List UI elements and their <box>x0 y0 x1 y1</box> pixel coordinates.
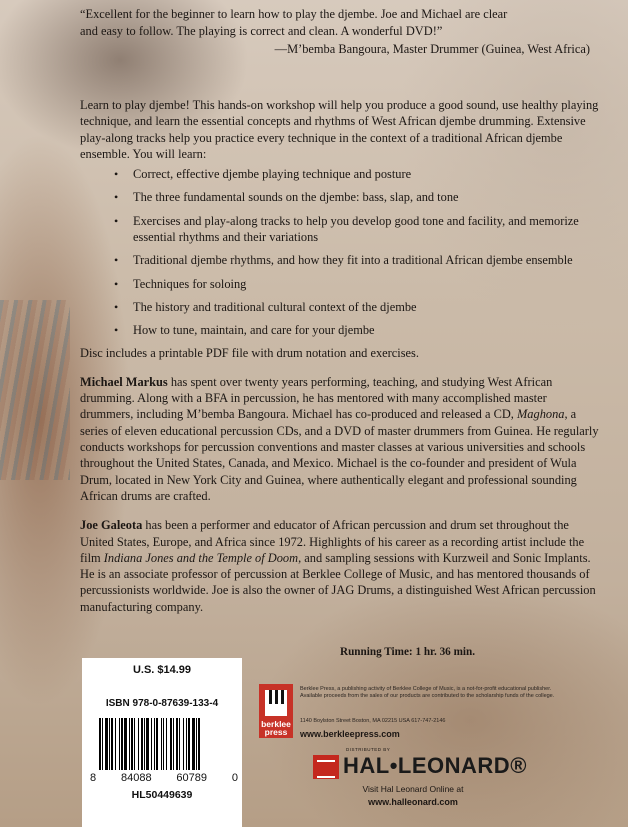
bullet-icon: • <box>114 299 119 314</box>
list-item: • Exercises and play-along tracks to help you develop good tone and facility, and memorize essential rhythms and their variations <box>114 213 579 245</box>
isbn: ISBN 978-0-87639-133-4 <box>105 698 219 709</box>
distributed-by: DISTRIBUTED BY <box>346 747 391 752</box>
bullet-icon: • <box>114 213 119 228</box>
quote-line-1: “Excellent for the beginner to learn how to play the djembe. Joe and Michael are clear <box>80 7 508 21</box>
berklee-address: 1140 Boylston Street Boston, MA 02215 USA 617-747-2146 <box>300 718 446 724</box>
back-cover-body <box>80 97 602 615</box>
barcode-panel <box>82 658 242 827</box>
berklee-press-logo: berklee press <box>259 684 293 738</box>
hal-leonard-name: HAL•LEONARD® <box>343 753 527 778</box>
bullet-icon: • <box>114 323 119 338</box>
cd-title: Maghona <box>516 407 565 422</box>
quote-attribution: —M’bemba Bangoura, Master Drummer (Guinea, West Africa) <box>274 42 590 56</box>
disc-note: Disc includes a printable PDF file with drum notation and exercises. <box>80 345 419 360</box>
visit-online-text: Visit Hal Leonard Online at <box>362 784 464 794</box>
endorsement-quote <box>80 6 590 58</box>
running-time: Running Time: 1 hr. 36 min. <box>340 646 476 658</box>
bullet-icon: • <box>114 167 119 182</box>
list-item: • The three fundamental sounds on the djembe: bass, slap, and tone <box>114 190 459 205</box>
bullet-icon: • <box>114 276 119 291</box>
author-name: Joe Galeota <box>80 518 143 533</box>
bullet-icon: • <box>114 190 119 205</box>
hal-leonard-logo-icon <box>313 755 339 779</box>
piano-keys-icon <box>259 684 293 718</box>
drum-background-texture <box>0 300 70 480</box>
list-item: • The history and traditional cultural context of the djembe <box>114 299 417 314</box>
berklee-website: www.berkleepress.com <box>300 729 400 739</box>
barcode-digits: 8 84088 60789 0 <box>90 772 238 784</box>
barcode-icon <box>99 718 227 772</box>
bullet-icon: • <box>114 253 119 268</box>
learn-list <box>80 166 602 338</box>
author-name: Michael Markus <box>80 374 168 389</box>
list-item: • Correct, effective djembe playing technique and posture <box>114 167 412 182</box>
list-item: • How to tune, maintain, and care for your djembe <box>114 323 375 338</box>
bio-michael-markus: Michael Markus has spent over twenty years performing, teaching, and studying West African drumming. Along with a BFA in percussion, he has mentored with many accomplished master drummers, including M’bemba Bangoura. Michael has co-produced and released a CD, Maghona, a series of eleven educational percussion CDs, and a DVD of master drummers from Guinea. He regularly conducts workshops for percussion conventions and master classes at various universities and schools throughout the United States, Canada, and Mexico. Michael is the co-founder and president of Wula Drum, located in New York City and Guinea, where authentically elegant and professional sounding African drums are crafted. <box>80 374 599 503</box>
list-item: • Traditional djembe rhythms, and how they fit into a traditional African djembe ensemble <box>114 253 573 268</box>
quote-line-2: and easy to follow. The playing is correct and clean. A wonderful DVD!” <box>80 24 443 38</box>
hal-leonard-website: www.halleonard.com <box>368 797 458 807</box>
list-item: • Techniques for soloing <box>114 276 247 291</box>
bio-joe-galeota: Joe Galeota has been a performer and educator of African percussion and drum set throughout the United States, Europe, and Africa since 1972. Highlights of his career as a recording artist include the film Indiana Jones and the Temple of Doom, and sampling sessions with Kurzweil and Sonic Implants. He is an associate professor of percussion at Berklee College of Music, and has mentored thousands of percussionists worldwide. Joe is also the owner of JAG Drums, a distinguished West African percussion manufacturing company. <box>80 518 596 614</box>
price: U.S. $14.99 <box>132 664 192 676</box>
intro-paragraph: Learn to play djembe! This hands-on workshop will help you produce a good sound, use healthy playing technique, and learn the essential concepts and rhythms of West African djembe drumming. Extensive play-along tracks help you practice every technique in the context of a traditional African djembe ensemble. You will learn: <box>80 98 599 161</box>
berklee-blurb: Berklee Press, a publishing activity of Berklee College of Music, is a not-for-profit educational publisher. Available proceeds from the sales of our products are contributed to the scholarship funds of the college. <box>300 686 555 699</box>
film-title: Indiana Jones and the Temple of Doom <box>103 550 299 565</box>
item-number: HL50449639 <box>131 789 193 801</box>
